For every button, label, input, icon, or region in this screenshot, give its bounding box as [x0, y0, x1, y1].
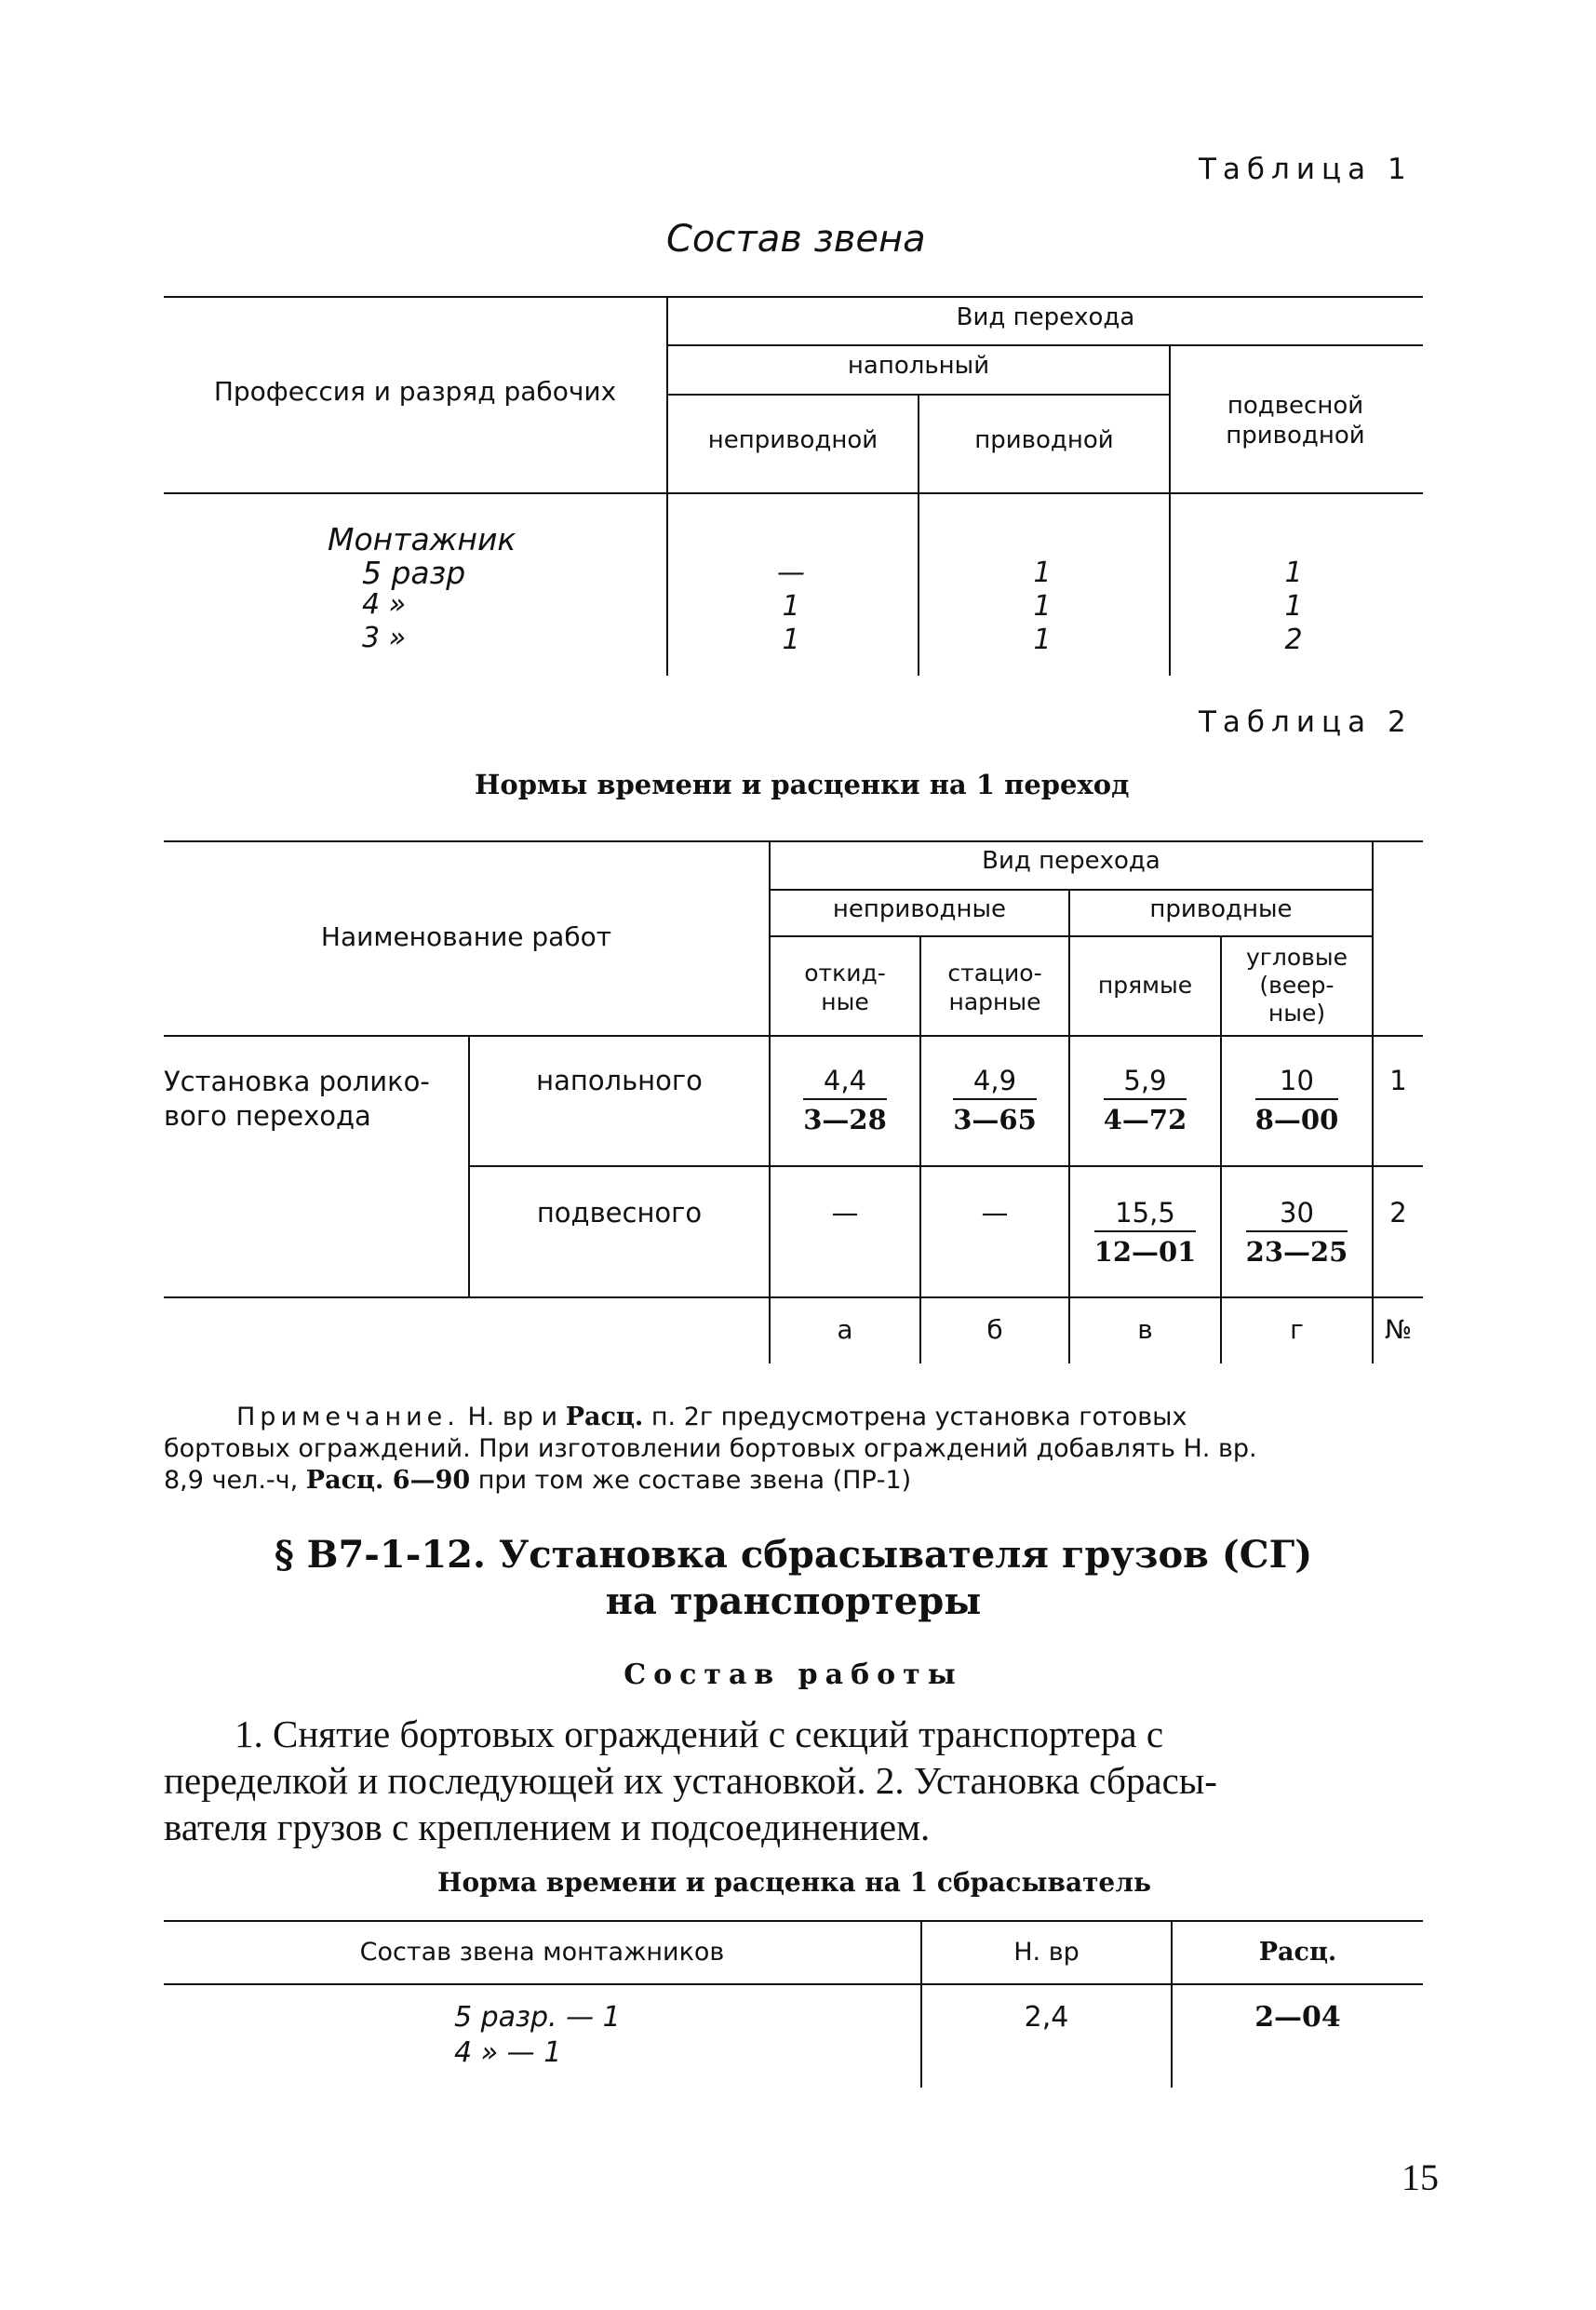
t2-price: 23—25: [1245, 1236, 1348, 1268]
t2-header-name: Наименование работ: [320, 921, 612, 952]
t2-group-label: Установка ролико- вого перехода: [164, 1066, 430, 1132]
t1-cell: 2: [1284, 624, 1303, 656]
t1-cell: 1: [1284, 590, 1303, 623]
t3-rasc-value: 2—04: [1254, 2001, 1341, 2034]
note-text: Н. вр и: [459, 1403, 566, 1431]
section-body-line: 1. Снятие бортовых ограждений с секций транспортера с: [235, 1712, 1164, 1755]
t2-header-privodnye: приводные: [1149, 895, 1293, 923]
t2-value: 4,4: [803, 1065, 887, 1100]
section-title-line2: на транспортеры: [605, 1579, 982, 1623]
t2-value: 5,9: [1104, 1065, 1187, 1100]
table1-label: Таблица 1: [1199, 153, 1413, 186]
t2-price: 12—01: [1093, 1236, 1197, 1268]
t2-row1-label: напольного: [536, 1065, 703, 1096]
t2-col-letter: в: [1137, 1314, 1153, 1345]
t2-col-letter: а: [837, 1314, 853, 1345]
t2-cell: [921, 1065, 1068, 1135]
table2-label: Таблица 2: [1199, 705, 1413, 739]
t3-header-rasc: Расц.: [1258, 1938, 1337, 1967]
note: [164, 1402, 1437, 1497]
table2-title: Нормы времени и расценки на 1 переход: [475, 769, 1130, 800]
section-body-line: вателя грузов с креплением и подсоединением.: [164, 1806, 931, 1848]
t2-cell: [771, 1065, 919, 1135]
t3-nvr-value: 2,4: [1024, 2001, 1069, 2034]
t2-cell: —: [981, 1197, 1009, 1229]
t2-price: 4—72: [1103, 1104, 1187, 1135]
t2-header-uglovye: угловые (веер- ные): [1245, 944, 1348, 1027]
t2-header-pryamye: прямые: [1097, 972, 1193, 999]
section-title: [164, 1532, 1423, 1625]
table3-title: Норма времени и расценка на 1 сбрасыватель: [437, 1867, 1151, 1898]
t2-header-vid: Вид перехода: [982, 847, 1160, 875]
t2-value: 15,5: [1094, 1197, 1197, 1232]
t2-cell: [1070, 1197, 1220, 1268]
t1-cell: 1: [1033, 557, 1052, 589]
t1-cell: 1: [1033, 624, 1052, 656]
t1-row-r4: 4 »: [362, 588, 407, 621]
note-line2: бортовых ограждений. При изготовлении бортовых ограждений добавлять Н. вр.: [164, 1434, 1257, 1463]
t2-value: 30: [1246, 1197, 1348, 1232]
t1-cell: 1: [782, 590, 800, 623]
t2-header-otkidnye: откид- ные: [804, 960, 886, 1015]
t1-row-group: Монтажник: [328, 521, 516, 557]
t1-cell: 1: [1284, 557, 1303, 589]
t1-cell: 1: [782, 624, 800, 656]
t3-row-r4: 4 » — 1: [454, 2036, 562, 2069]
t1-row-r3: 3 »: [362, 622, 407, 654]
t2-col-letter: г: [1290, 1314, 1304, 1345]
t2-price: 3—65: [953, 1104, 1037, 1135]
table1-title: Состав звена: [666, 218, 926, 261]
t1-header-podvesnoy: подвесной приводной: [1226, 392, 1365, 450]
t2-cell: [1222, 1197, 1372, 1268]
note-text: п. 2г предусмотрена установка готовых: [643, 1403, 1187, 1431]
t2-cell: —: [831, 1197, 859, 1229]
t2-row-number: 2: [1389, 1197, 1407, 1229]
t2-value: 10: [1255, 1065, 1339, 1100]
t2-price: 3—28: [803, 1104, 887, 1135]
t2-row2-label: подвесного: [536, 1197, 703, 1229]
t2-number-sign: №: [1384, 1314, 1413, 1345]
t2-col-letter: б: [986, 1314, 1003, 1345]
t1-cell: 1: [1033, 590, 1052, 623]
t2-cell: [1070, 1065, 1220, 1135]
note-text: 8,9 чел.-ч,: [164, 1466, 306, 1495]
note-prefix: Примечание.: [236, 1403, 460, 1431]
section-title-line1: § В7-1-12. Установка сбрасывателя грузов (СГ): [274, 1533, 1313, 1577]
t1-header-vid: Вид перехода: [956, 303, 1135, 331]
t2-cell: [1222, 1065, 1372, 1135]
t1-header-profession: Профессия и разряд рабочих: [213, 376, 617, 407]
t2-row-number: 1: [1389, 1065, 1407, 1096]
note-rasc: Расц.: [565, 1403, 644, 1431]
t1-row-r5: 5 разр: [362, 555, 466, 591]
t3-header-sostav: Состав звена монтажников: [359, 1938, 725, 1967]
t3-header-nvr: Н. вр: [1013, 1938, 1080, 1967]
note-rasc: Расц. 6—90: [305, 1466, 471, 1495]
note-text: при том же составе звена (ПР-1): [470, 1466, 912, 1495]
t1-cell: —: [777, 557, 805, 589]
t1-header-neprivodnoy: неприводной: [707, 426, 878, 454]
t3-row-r5: 5 разр. — 1: [454, 2001, 621, 2034]
section-body: [164, 1711, 1429, 1850]
t2-header-stacionarnye: стацио- нарные: [947, 960, 1042, 1015]
t1-header-privodnoy: приводной: [974, 426, 1114, 454]
t2-price: 8—00: [1254, 1104, 1339, 1135]
t1-header-napolny: напольный: [847, 352, 990, 380]
t2-header-neprivodnye: неприводные: [832, 895, 1007, 923]
t2-value: 4,9: [953, 1065, 1037, 1100]
section-body-line: переделкой и последующей их установкой. 2. Установка сбрасы-: [164, 1759, 1217, 1802]
page-number: 15: [1402, 2156, 1439, 2198]
section-subtitle: Состав работы: [624, 1659, 963, 1691]
